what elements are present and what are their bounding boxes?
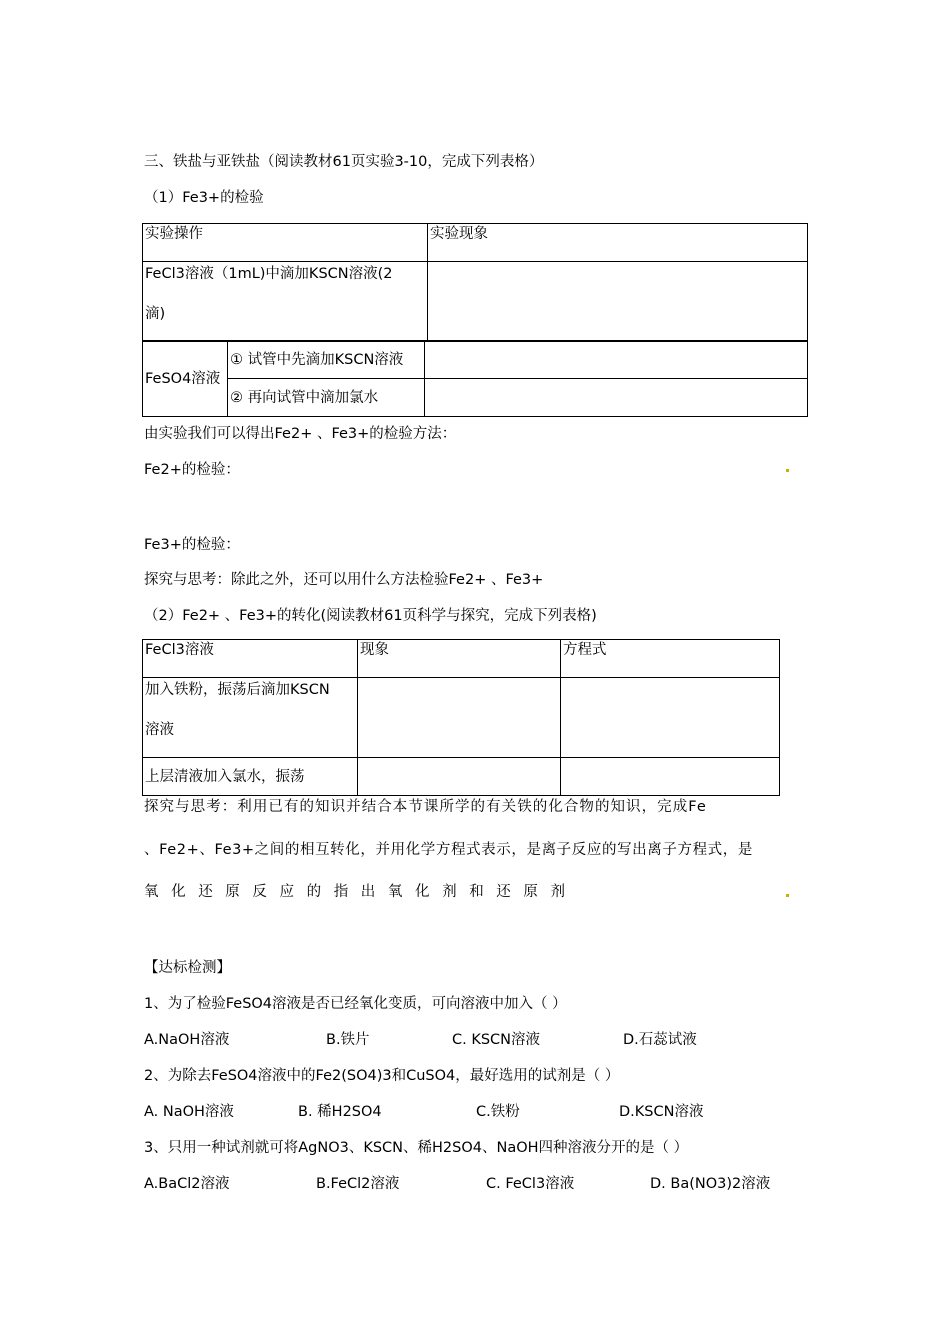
table2-row1-line1: 加入铁粉，振荡后滴加KSCN [145, 682, 330, 698]
think2-line3: 氧化还原反应的指出氧化剂和还原剂 [144, 884, 578, 900]
table1-row2-label: FeSO4溶液 [143, 341, 228, 417]
question-3-option-a[interactable]: A.BaCl2溶液 [144, 1176, 230, 1192]
question-1-option-d[interactable]: D.石蕊试液 [623, 1032, 697, 1048]
think2-line2: 、Fe2+、Fe3+之间的相互转化，并用化学方程式表示，是离子反应的写出离子方程式，是 [144, 842, 753, 858]
question-1-option-b[interactable]: B.铁片 [326, 1032, 370, 1048]
table1-header-phenomenon: 实验现象 [428, 224, 808, 262]
question-2-option-b[interactable]: B. 稀H2SO4 [298, 1104, 382, 1120]
marker-dot [786, 469, 789, 472]
table2-row2-operation: 上层清液加入氯水，振荡 [143, 758, 358, 796]
question-2-option-c[interactable]: C.铁粉 [476, 1104, 520, 1120]
question-3-option-b[interactable]: B.FeCl2溶液 [316, 1176, 400, 1192]
table1-row2-phen1-cell[interactable] [425, 341, 808, 379]
table2-row2-eq-cell[interactable] [561, 758, 780, 796]
table2-header-phenomenon: 现象 [358, 640, 561, 678]
section-title: 三、铁盐与亚铁盐（阅读教材61页实验3-10，完成下列表格） [144, 154, 544, 170]
question-2: 2、为除去FeSO4溶液中的Fe2(SO4)3和CuSO4，最好选用的试剂是（ ） [144, 1068, 620, 1084]
table2-row2-phen-cell[interactable] [358, 758, 561, 796]
check-title: 【达标检测】 [144, 960, 231, 976]
table1-row1-op-line1: FeCl3溶液（1mL)中滴加KSCN溶液(2 [145, 266, 393, 282]
table1-row2-phen2-cell[interactable] [425, 379, 808, 417]
table1-header-operation: 实验操作 [143, 224, 428, 262]
question-3: 3、只用一种试剂就可将AgNO3、KSCN、稀H2SO4、NaOH四种溶液分开的是（ ） [144, 1140, 689, 1156]
think2-line1: 探究与思考：利用已有的知识并结合本节课所学的有关铁的化合物的知识，完成Fe [144, 799, 707, 815]
marker-dot [786, 894, 789, 897]
subsection-1-title: （1）Fe3+的检验 [144, 190, 264, 206]
question-2-option-d[interactable]: D.KSCN溶液 [619, 1104, 704, 1120]
think-question-1: 探究与思考：除此之外，还可以用什么方法检验Fe2+ 、Fe3+ [144, 572, 544, 588]
fe2-test-label: Fe2+的检验： [144, 462, 240, 478]
table1-row2-step1: ① 试管中先滴加KSCN溶液 [228, 341, 425, 379]
question-3-option-d[interactable]: D. Ba(NO3)2溶液 [650, 1176, 771, 1192]
fe3-test-label: Fe3+的检验： [144, 537, 240, 553]
table2-row1-operation [143, 678, 358, 758]
question-1-option-c[interactable]: C. KSCN溶液 [452, 1032, 541, 1048]
question-1: 1、为了检验FeSO4溶液是否已经氧化变质，可向溶液中加入（ ） [144, 996, 567, 1012]
table-fe3-test-cont [142, 340, 808, 417]
subsection-2-title: （2）Fe2+ 、Fe3+的转化(阅读教材61页科学与探究，完成下列表格) [144, 608, 597, 624]
question-1-option-a[interactable]: A.NaOH溶液 [144, 1032, 230, 1048]
table2-header-equation: 方程式 [561, 640, 780, 678]
table1-row2-step2: ② 再向试管中滴加氯水 [228, 379, 425, 417]
table2-row1-line2: 溶液 [145, 722, 174, 738]
table1-row1-op-line2: 滴) [145, 306, 166, 322]
table2-row1-phen-cell[interactable] [358, 678, 561, 758]
table-fe3-test [142, 223, 808, 342]
conclusion-line: 由实验我们可以得出Fe2+ 、Fe3+的检验方法： [144, 426, 457, 442]
table-fe-conversion [142, 639, 780, 796]
question-3-option-c[interactable]: C. FeCl3溶液 [486, 1176, 575, 1192]
table1-row1-operation [143, 262, 428, 342]
question-2-option-a[interactable]: A. NaOH溶液 [144, 1104, 234, 1120]
table1-row1-phenomenon-cell[interactable] [428, 262, 808, 342]
table2-header-fecl3: FeCl3溶液 [143, 640, 358, 678]
table2-row1-eq-cell[interactable] [561, 678, 780, 758]
